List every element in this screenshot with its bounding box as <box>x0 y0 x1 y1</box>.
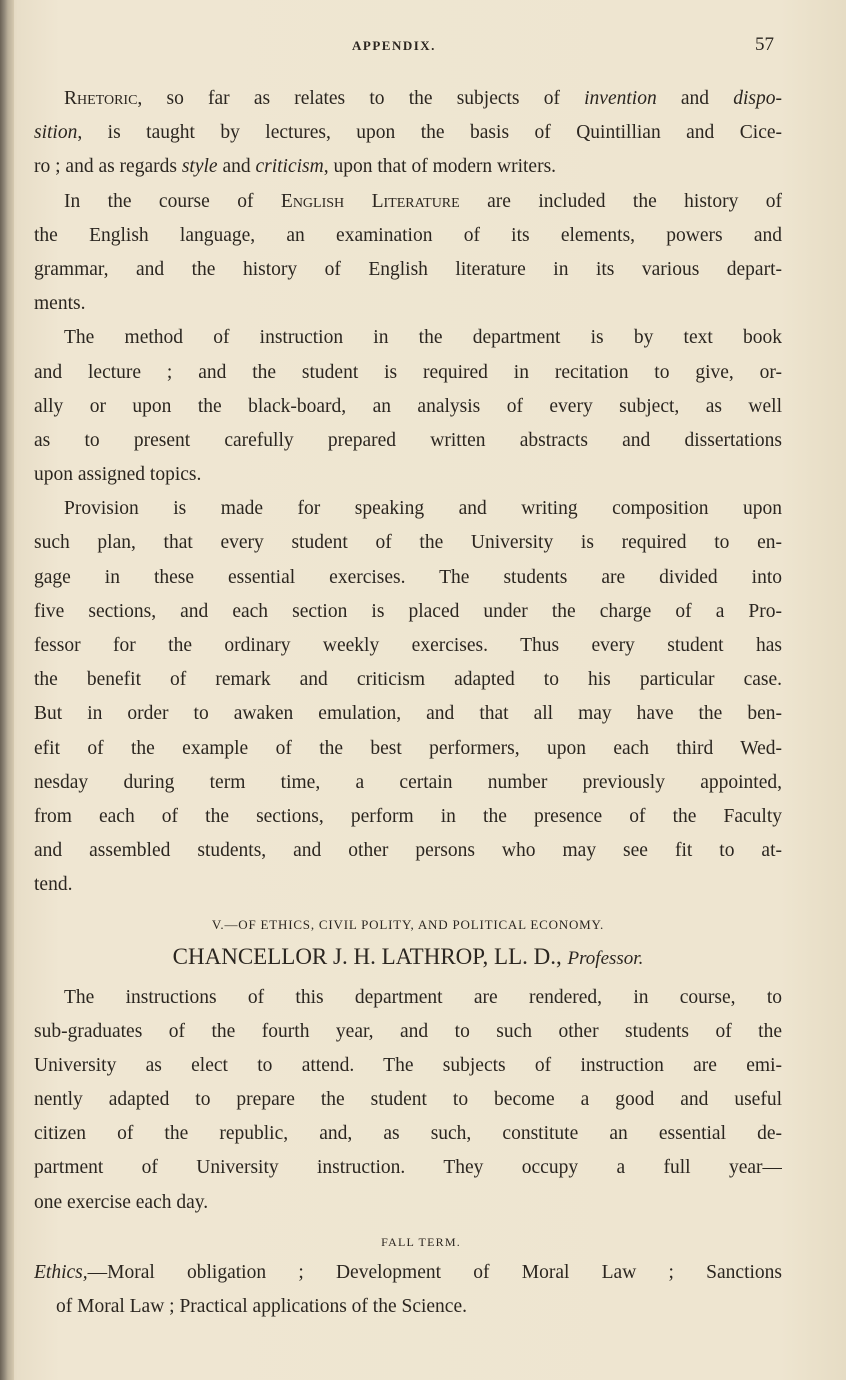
term-criticism: criticism <box>255 156 324 178</box>
text-line: and lecture ; and the student is required in recitation to give, or- <box>34 361 782 383</box>
text-line <box>34 219 782 253</box>
page-body <box>34 82 782 1324</box>
paragraph-provision <box>34 492 782 902</box>
text-run: —Moral obligation ; Development of Moral Law ; Sanctions <box>87 1261 782 1283</box>
text-line <box>34 116 782 150</box>
text-line: sub-graduates of the fourth year, and to such other students of the <box>34 1020 782 1042</box>
text-line <box>34 253 782 287</box>
professor-line <box>34 939 782 981</box>
text-line: efit of the example of the best performers, upon each third Wed- <box>34 737 782 759</box>
text-line: partment of University instruction. They occupy a full year— <box>34 1157 782 1179</box>
text-line <box>34 150 782 184</box>
text-run: , so far as relates to the subjects of <box>137 88 585 109</box>
text-line: the benefit of remark and criticism adapted to his particular case. <box>34 669 782 691</box>
text-line: But in order to awaken emulation, and that all may have the ben- <box>34 703 782 725</box>
professor-role: Professor. <box>567 947 644 969</box>
term-style: style <box>181 156 218 178</box>
text-line: as to present carefully prepared written abstracts and dissertations <box>34 429 782 451</box>
term-invention: invention <box>584 88 657 109</box>
professor-name: CHANCELLOR J. H. LATHROP, LL. D., <box>172 943 562 969</box>
text-line: nesday during term time, a certain number previously appointed, <box>34 771 782 793</box>
term-english-literature: English Literature <box>280 190 460 212</box>
term-rhetoric: Rhetoric <box>64 88 138 109</box>
text-line <box>34 185 782 219</box>
term-ethics: Ethics, <box>34 1261 88 1283</box>
page-number: 57 <box>755 34 774 55</box>
paragraph-english-literature <box>34 185 782 322</box>
text-line: Provision is made for speaking and writing composition upon <box>64 498 782 520</box>
text-run: ro ; and as regards <box>34 156 182 178</box>
text-line: such plan, that every student of the University is required to en- <box>34 532 782 554</box>
running-head: APPENDIX. <box>352 38 436 53</box>
text-line: tend. <box>34 874 73 896</box>
text-run: the English language, an examination of its elements, powers and <box>34 224 782 246</box>
paragraph-method <box>34 321 782 492</box>
text-run: , upon that of modern writers. <box>323 156 557 178</box>
text-run: and <box>656 88 734 109</box>
text-line: fessor for the ordinary weekly exercises. Thus every student has <box>34 635 782 656</box>
text-line: University as elect to attend. The subjects of instruction are emi- <box>34 1054 782 1076</box>
paragraph-ethics-department <box>34 981 782 1220</box>
text-line: from each of the sections, perform in the presence of the Faculty <box>34 805 782 827</box>
text-run: ments. <box>34 293 86 315</box>
text-line: ally or upon the black-board, an analysis of every subject, as well <box>34 395 782 417</box>
fall-term-heading: FALL TERM. <box>381 1234 461 1249</box>
text-run: and <box>217 156 256 178</box>
binding-gutter <box>0 0 14 1380</box>
text-run: In the course of <box>64 190 281 212</box>
term-disposition: dispo- <box>733 88 782 109</box>
text-line <box>34 287 782 321</box>
text-line: nently adapted to prepare the student to become a good and useful <box>34 1089 782 1111</box>
text-line <box>34 82 782 116</box>
paragraph-rhetoric <box>34 82 782 185</box>
text-line: The instructions of this department are rendered, in course, to <box>64 986 782 1008</box>
fall-term-ethics <box>34 1256 782 1324</box>
text-line: five sections, and each section is placed under the charge of a Pro- <box>34 600 782 622</box>
text-line: and assembled students, and other persons who may see fit to at- <box>34 840 782 862</box>
text-run: grammar, and the history of English literature in its various depart- <box>34 258 782 280</box>
term-disposition-cont: sition <box>34 122 78 144</box>
text-run: are included the history of <box>459 190 782 212</box>
text-line <box>34 1256 782 1290</box>
text-line: one exercise each day. <box>34 1191 209 1213</box>
text-line: The method of instruction in the department is by text book <box>64 327 782 349</box>
section-heading: V.—OF ETHICS, CIVIL POLITY, AND POLITICAL ECONOMY. <box>211 916 605 932</box>
text-line: citizen of the republic, and, as such, constitute an essential de- <box>34 1123 782 1145</box>
text-line: gage in these essential exercises. The students are divided into <box>34 566 782 588</box>
text-line: of Moral Law ; Practical applications of the Science. <box>56 1296 467 1317</box>
page-header <box>0 34 846 58</box>
text-line: upon assigned topics. <box>34 464 202 486</box>
text-run: , is taught by lectures, upon the basis of Quintillian and Cice- <box>77 122 782 144</box>
